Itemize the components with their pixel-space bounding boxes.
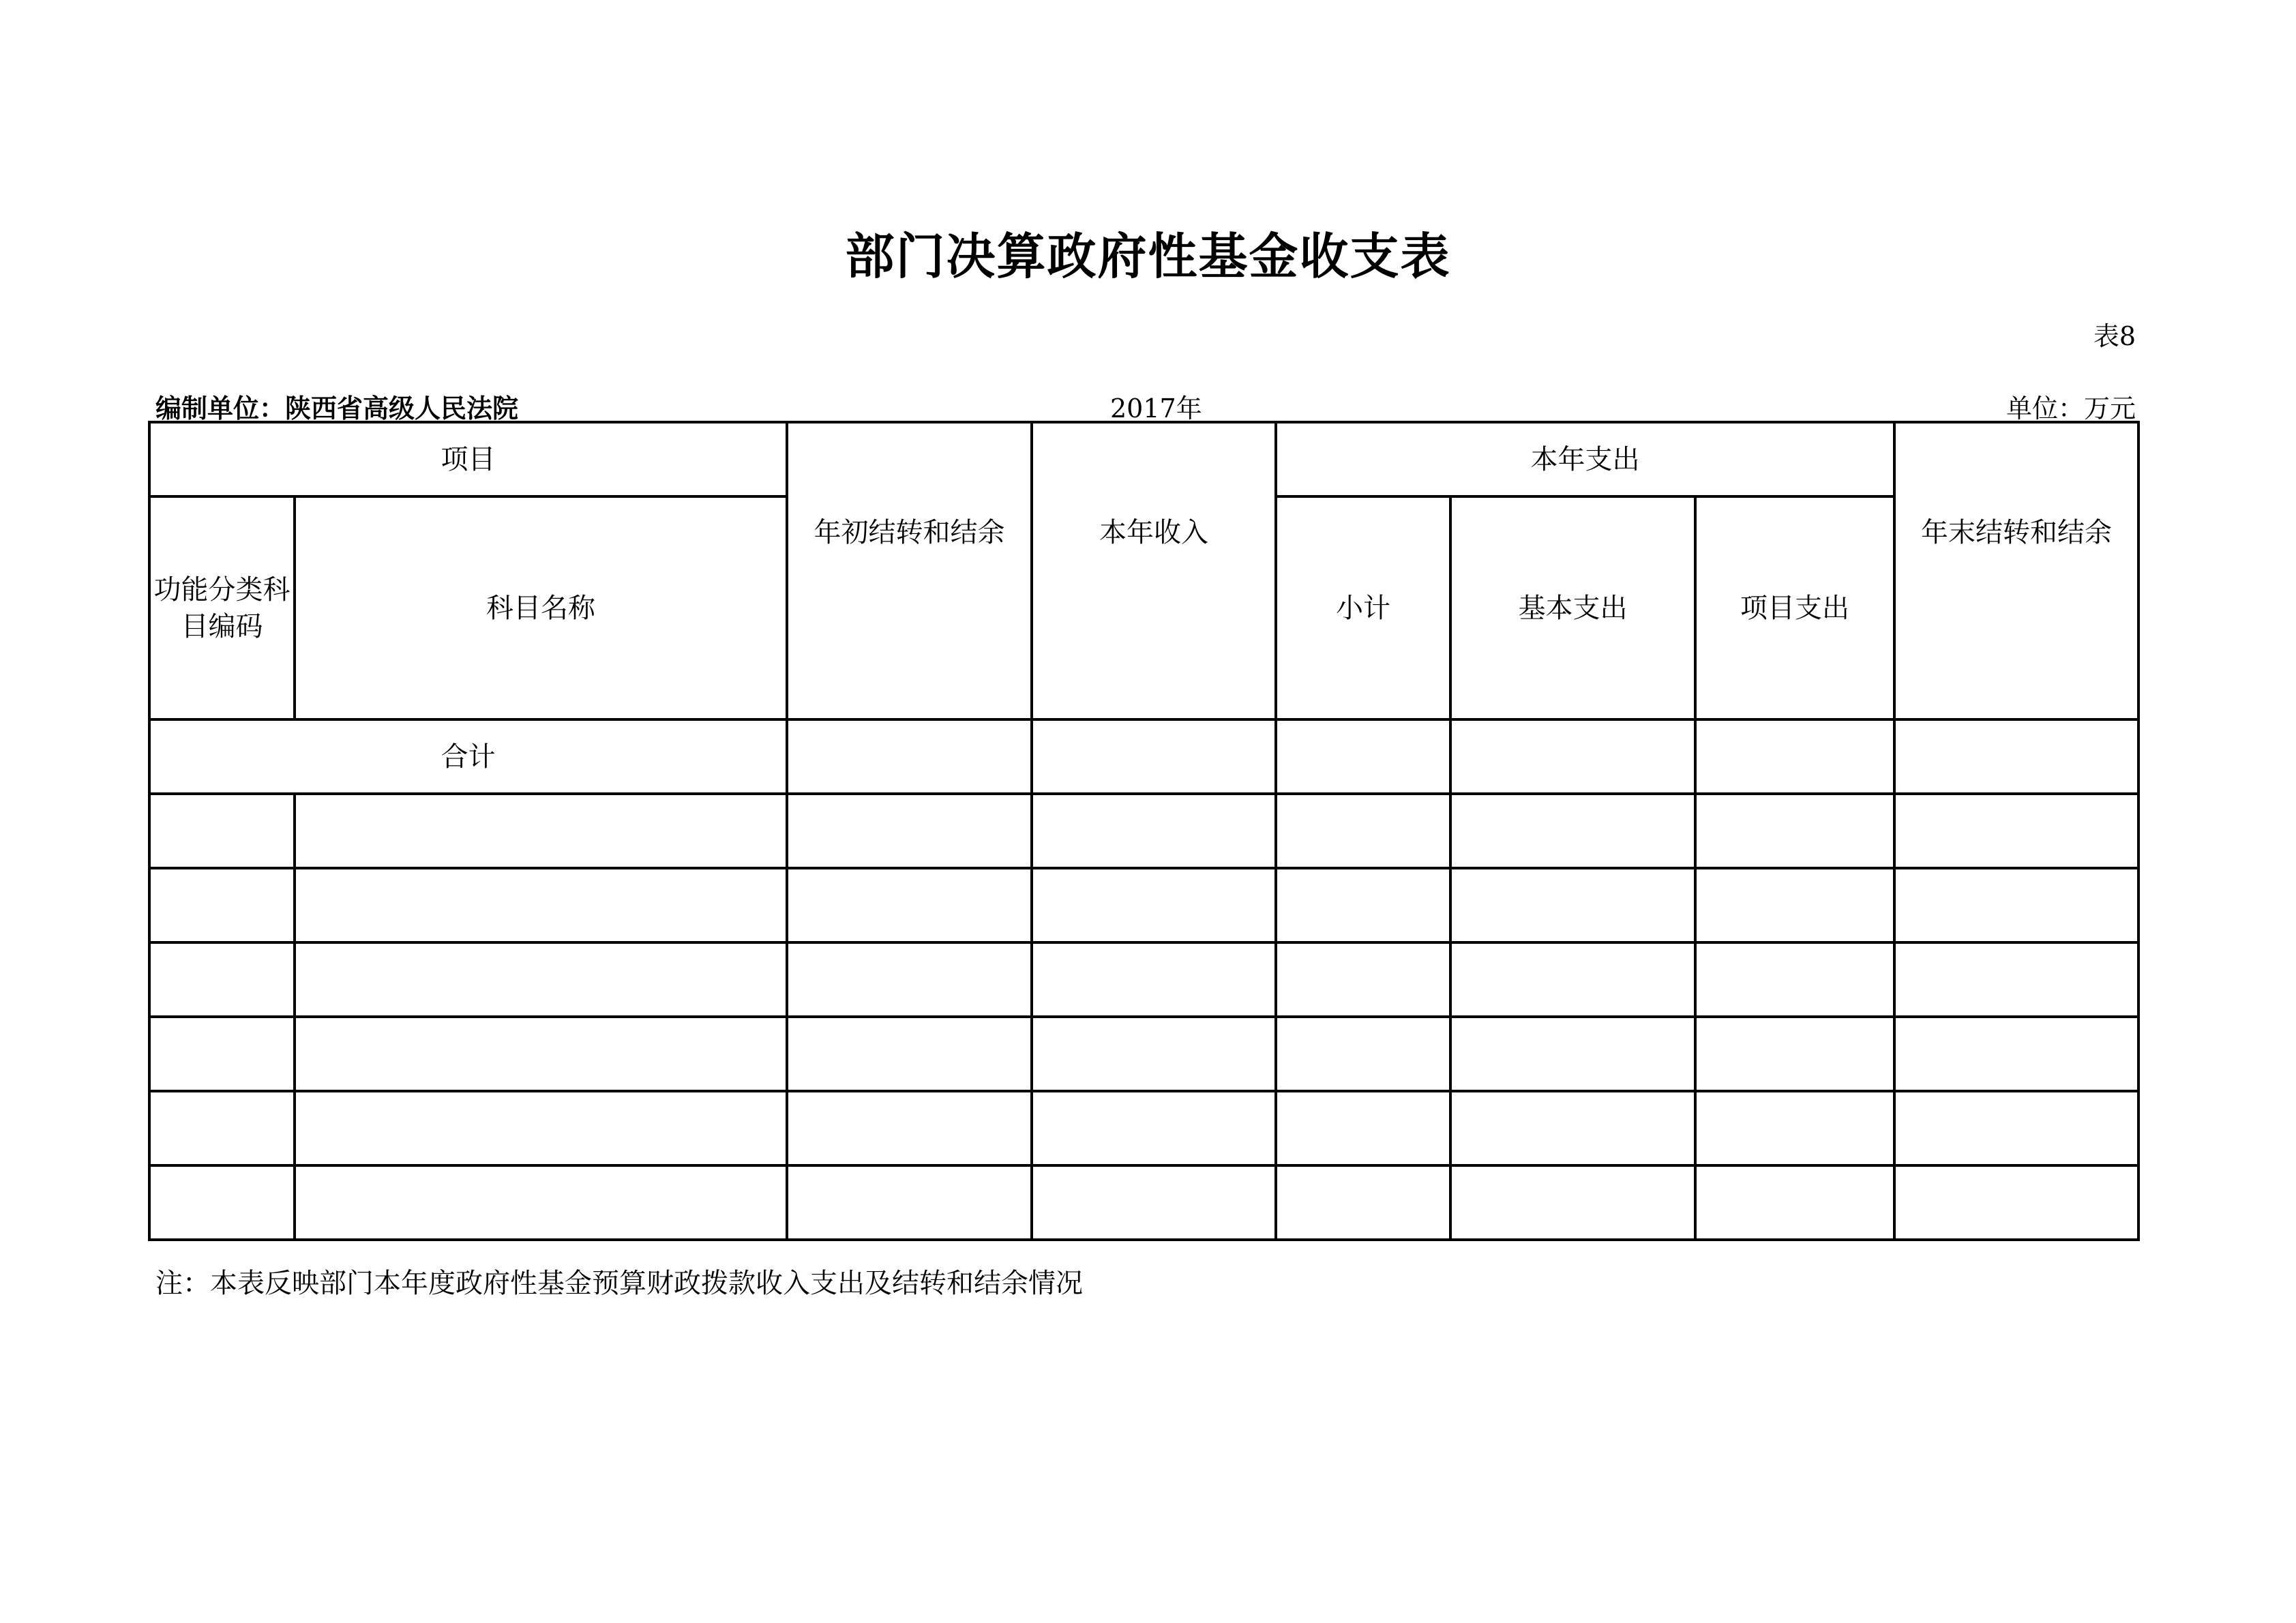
header-project-expense: 项目支出 (1695, 496, 1894, 719)
table-cell (1695, 942, 1894, 1017)
table-cell (1032, 1091, 1276, 1165)
table-row (149, 1017, 2138, 1091)
table-number: 表8 (2093, 321, 2136, 351)
report-year: 2017年 (1110, 393, 1202, 423)
table-cell (1276, 868, 1450, 942)
table-cell (1276, 719, 1450, 794)
header-income-label: 本年收入 (1099, 517, 1208, 548)
table-cell (1695, 868, 1894, 942)
table-cell (1894, 1165, 2138, 1240)
table-cell (1276, 942, 1450, 1017)
table-cell (1894, 942, 2138, 1017)
table-cell (1032, 1017, 1276, 1091)
table-cell (1894, 1091, 2138, 1165)
header-func-code-label: 功能分类科目编码 (153, 574, 290, 642)
header-func-code (149, 496, 295, 719)
table-cell (149, 1165, 295, 1240)
table-cell (1450, 719, 1695, 794)
table-cell (1450, 1091, 1695, 1165)
table-cell (1032, 1165, 1276, 1240)
table-cell (295, 942, 787, 1017)
table-cell (295, 1091, 787, 1165)
table-cell (295, 794, 787, 868)
table-cell (1276, 1091, 1450, 1165)
header-project: 项目 (149, 422, 787, 496)
table-cell (295, 1017, 787, 1091)
table-row (149, 942, 2138, 1017)
table-cell (1032, 942, 1276, 1017)
table-cell (1695, 1091, 1894, 1165)
table-cell (1695, 719, 1894, 794)
page-title: 部门决算政府性基金收支表 (845, 227, 1451, 285)
table-cell (295, 868, 787, 942)
currency-unit: 单位：万元 (2006, 393, 2136, 423)
total-label: 合计 (149, 719, 787, 794)
table-cell (1276, 1165, 1450, 1240)
table-note: 注：本表反映部门本年度政府性基金预算财政拨款收入支出及结转和结余情况 (155, 1268, 1083, 1299)
table-cell (1276, 794, 1450, 868)
fund-table (148, 421, 2140, 1241)
table-cell (1032, 794, 1276, 868)
table-cell (787, 794, 1032, 868)
table-cell (149, 868, 295, 942)
header-basic-expense: 基本支出 (1450, 496, 1695, 719)
table-cell (1450, 1017, 1695, 1091)
table-cell (1032, 719, 1276, 794)
table-row (149, 1165, 2138, 1240)
table-cell (1695, 794, 1894, 868)
table-cell (787, 719, 1032, 794)
table-row (149, 868, 2138, 942)
table-cell (149, 1091, 295, 1165)
header-end-balance (1894, 422, 2138, 719)
table-cell (295, 1165, 787, 1240)
table-cell (1032, 868, 1276, 942)
header-expense: 本年支出 (1276, 422, 1894, 496)
table-cell (1894, 868, 2138, 942)
table-cell (1450, 1165, 1695, 1240)
header-subtotal: 小计 (1276, 496, 1450, 719)
table-cell (1894, 794, 2138, 868)
header-income (1032, 422, 1276, 719)
table-cell (787, 942, 1032, 1017)
table-cell (1450, 942, 1695, 1017)
header-begin-balance-label: 年初结转和结余 (814, 517, 1005, 548)
table-cell (1276, 1017, 1450, 1091)
compiling-unit: 编制单位：陕西省高级人民法院 (155, 393, 519, 423)
table-cell (149, 1017, 295, 1091)
table-cell (1695, 1017, 1894, 1091)
table-row (149, 1091, 2138, 1165)
table-cell (149, 794, 295, 868)
table-cell (1695, 1165, 1894, 1240)
table-row (149, 794, 2138, 868)
table-cell (787, 1165, 1032, 1240)
header-subject-name: 科目名称 (295, 496, 787, 719)
table-cell (149, 942, 295, 1017)
table-cell (787, 868, 1032, 942)
header-end-balance-label: 年末结转和结余 (1921, 517, 2113, 548)
table-cell (787, 1017, 1032, 1091)
table-cell (1894, 719, 2138, 794)
table-cell (1450, 794, 1695, 868)
table-cell (787, 1091, 1032, 1165)
table-cell (1894, 1017, 2138, 1091)
total-row (149, 719, 2138, 794)
meta-row (155, 387, 2136, 421)
header-begin-balance (787, 422, 1032, 719)
header-row-1 (149, 422, 2138, 496)
table-cell (1450, 868, 1695, 942)
